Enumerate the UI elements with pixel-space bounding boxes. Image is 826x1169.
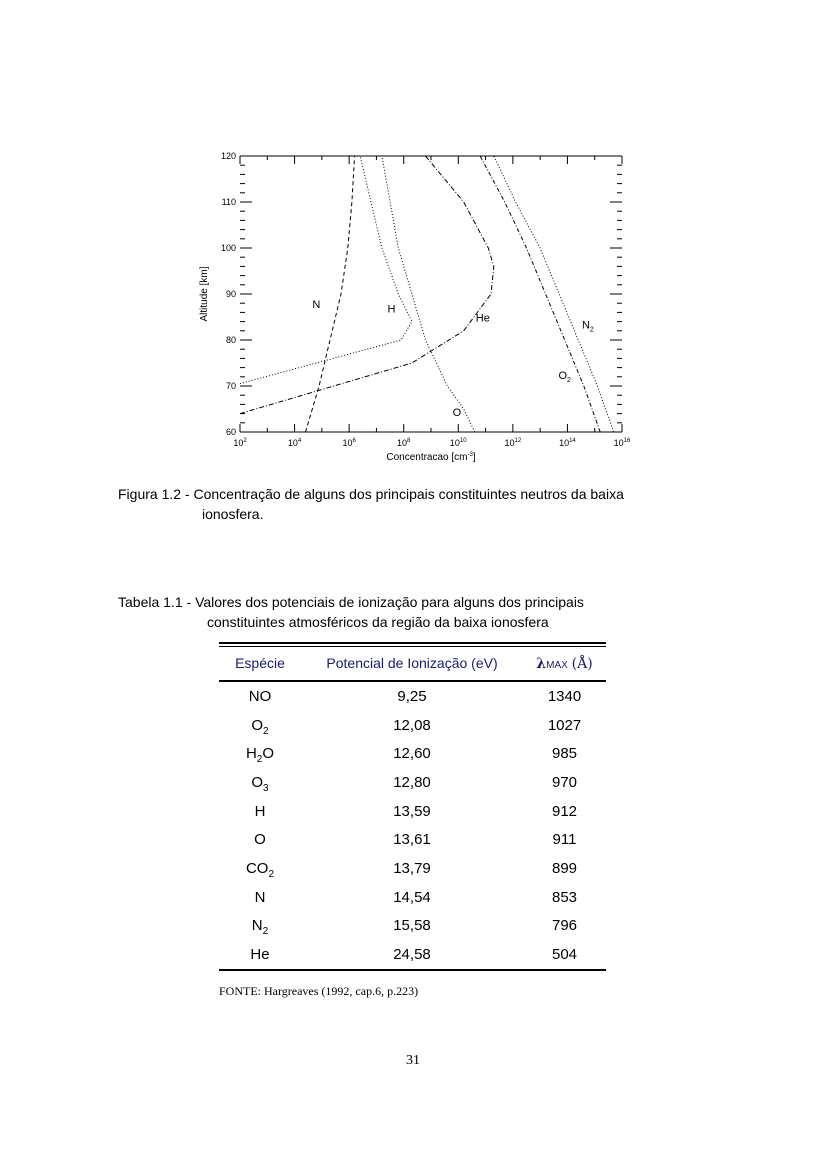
y-tick-label: 90 bbox=[225, 289, 236, 299]
table-row bbox=[219, 912, 606, 941]
species-formula: He bbox=[250, 946, 270, 964]
x-tick-label bbox=[288, 438, 302, 448]
x-tick-base: 10 bbox=[397, 438, 408, 448]
cell-species bbox=[219, 682, 301, 711]
table-caption-label: Tabela 1.1 - bbox=[118, 594, 192, 610]
species-formula-tail: O bbox=[262, 745, 275, 763]
table-row bbox=[219, 825, 606, 854]
cell-potential: 13,79 bbox=[393, 859, 431, 877]
table-caption-line1: Valores dos potenciais de ionização para alguns dos principais bbox=[195, 594, 584, 610]
series-curve-he bbox=[240, 156, 494, 414]
x-tick-label bbox=[559, 438, 576, 448]
x-tick-label bbox=[614, 438, 630, 448]
cell-lambda-max: 911 bbox=[552, 831, 577, 849]
y-tick-label: 110 bbox=[221, 197, 236, 207]
cell-potential: 12,80 bbox=[393, 773, 431, 791]
species-formula: H bbox=[245, 745, 257, 763]
lambda-subscript: MAX bbox=[546, 659, 568, 671]
series-label-h bbox=[387, 303, 395, 315]
table-row bbox=[219, 711, 606, 740]
table-row bbox=[219, 739, 606, 768]
x-tick-base: 10 bbox=[559, 438, 570, 448]
x-tick-exponent: 4 bbox=[297, 438, 302, 444]
cell-lambda-max: 853 bbox=[551, 888, 578, 906]
species-formula: O bbox=[251, 773, 264, 791]
cell-potential: 13,61 bbox=[393, 831, 431, 849]
x-axis-title-text: Concentracao [cm bbox=[386, 452, 468, 463]
ionization-table bbox=[219, 642, 606, 971]
header-species: Espécie bbox=[235, 655, 285, 671]
series-label-text: O bbox=[452, 406, 462, 419]
figure-caption-line2: ionosfera. bbox=[202, 506, 264, 522]
table-row bbox=[219, 854, 606, 883]
species-subscript: 2 bbox=[262, 926, 269, 938]
header-lambda-max bbox=[523, 647, 606, 679]
chart-labels bbox=[199, 151, 630, 463]
series-label-o bbox=[453, 407, 462, 419]
y-tick-label: 80 bbox=[225, 335, 236, 345]
species-formula: CO bbox=[245, 859, 269, 877]
x-tick-exponent: 16 bbox=[623, 438, 630, 444]
x-tick-label bbox=[342, 438, 356, 448]
series-label-text: N bbox=[581, 319, 590, 332]
series-curve-o bbox=[382, 156, 475, 432]
series-curve-n bbox=[306, 156, 355, 432]
y-tick-label: 100 bbox=[220, 243, 236, 253]
table-top-rule bbox=[219, 642, 606, 644]
table-row bbox=[219, 768, 606, 797]
species-formula: N bbox=[251, 917, 263, 935]
figure-caption-label: Figura 1.2 - bbox=[118, 486, 190, 502]
series-label-n bbox=[312, 299, 320, 311]
table-body bbox=[219, 679, 606, 969]
series-curve-n2 bbox=[494, 156, 614, 432]
series-label-text: O bbox=[558, 370, 568, 383]
cell-potential: 12,60 bbox=[393, 745, 431, 763]
x-tick-base: 10 bbox=[613, 438, 624, 448]
y-tick-label: 70 bbox=[225, 381, 236, 391]
cell-potential: 9,25 bbox=[397, 687, 427, 705]
y-tick-label: 120 bbox=[220, 151, 236, 161]
series-label-n2 bbox=[582, 320, 594, 334]
cell-species bbox=[219, 883, 301, 912]
cell-potential: 13,59 bbox=[393, 802, 431, 820]
cell-lambda-max: 970 bbox=[551, 773, 578, 791]
series-label-text: He bbox=[475, 312, 490, 325]
cell-lambda-max: 899 bbox=[551, 859, 578, 877]
concentration-altitude-chart bbox=[190, 146, 630, 476]
series-label-text: H bbox=[387, 303, 396, 316]
cell-species bbox=[219, 940, 301, 969]
series-label-he bbox=[476, 313, 490, 325]
series-label-o2 bbox=[558, 370, 571, 384]
x-tick-base: 10 bbox=[504, 438, 515, 448]
cell-potential: 14,54 bbox=[393, 888, 431, 906]
x-tick-base: 10 bbox=[342, 438, 353, 448]
x-axis-title-sup: -3 bbox=[467, 452, 473, 458]
y-axis-title: Altitude [km] bbox=[199, 266, 210, 322]
x-tick-exponent: 14 bbox=[569, 438, 576, 444]
series-curve-o2 bbox=[480, 156, 600, 432]
cell-species bbox=[219, 739, 301, 768]
series-label-subscript: 2 bbox=[589, 326, 594, 334]
series-label-subscript: 2 bbox=[567, 377, 571, 385]
x-tick-label bbox=[397, 438, 411, 448]
x-tick-exponent: 8 bbox=[407, 438, 411, 444]
species-formula: O bbox=[251, 716, 264, 734]
table-row bbox=[219, 797, 606, 826]
x-tick-exponent: 10 bbox=[459, 438, 467, 444]
species-subscript: 2 bbox=[256, 754, 263, 766]
series-curve-h bbox=[240, 156, 412, 384]
species-subscript: 2 bbox=[268, 868, 275, 880]
table-header-row bbox=[219, 647, 606, 679]
ionization-data-table bbox=[219, 647, 606, 969]
x-tick-exponent: 12 bbox=[514, 438, 522, 444]
figure-caption-line1: Concentração de alguns dos principais constituintes neutros da baixa bbox=[193, 486, 624, 502]
cell-species bbox=[219, 768, 301, 797]
cell-species bbox=[219, 797, 301, 826]
lambda-unit: (Å) bbox=[571, 655, 593, 672]
cell-lambda-max: 912 bbox=[551, 802, 578, 820]
cell-potential: 15,58 bbox=[393, 917, 431, 935]
cell-lambda-max: 985 bbox=[551, 745, 578, 763]
cell-species bbox=[219, 711, 301, 740]
cell-species bbox=[219, 825, 301, 854]
table-row bbox=[219, 682, 606, 711]
x-tick-label bbox=[505, 438, 522, 448]
x-tick-label bbox=[450, 438, 467, 448]
table-row bbox=[219, 883, 606, 912]
cell-lambda-max: 1027 bbox=[547, 716, 582, 734]
figure-caption bbox=[118, 484, 698, 524]
x-tick-exponent: 2 bbox=[243, 438, 247, 444]
cell-potential: 12,08 bbox=[393, 716, 431, 734]
x-tick-base: 10 bbox=[449, 438, 460, 448]
cell-lambda-max: 796 bbox=[551, 917, 578, 935]
table-caption bbox=[118, 592, 698, 632]
cell-lambda-max: 504 bbox=[551, 946, 578, 964]
x-tick-exponent: 6 bbox=[352, 438, 356, 444]
table-source-note: FONTE: Hargreaves (1992, cap.6, p.223) bbox=[219, 984, 419, 998]
cell-species bbox=[219, 854, 301, 883]
x-tick-base: 10 bbox=[233, 438, 244, 448]
page-number: 31 bbox=[406, 1053, 420, 1068]
x-tick-label bbox=[233, 438, 247, 448]
species-formula: O bbox=[254, 831, 266, 849]
species-formula: H bbox=[254, 802, 266, 820]
table-bottom-rule bbox=[219, 969, 606, 971]
chart-axes bbox=[240, 156, 622, 432]
cell-potential: 24,58 bbox=[393, 946, 431, 964]
cell-lambda-max: 1340 bbox=[547, 687, 582, 705]
x-tick-base: 10 bbox=[287, 438, 298, 448]
series-label-text: N bbox=[312, 298, 321, 311]
y-tick-label: 60 bbox=[225, 427, 236, 437]
chart-curves bbox=[240, 156, 614, 432]
table-row bbox=[219, 940, 606, 969]
species-formula: N bbox=[254, 888, 266, 906]
species-subscript: 2 bbox=[263, 725, 269, 737]
species-formula: NO bbox=[248, 687, 272, 705]
cell-species bbox=[219, 912, 301, 941]
header-potential: Potencial de Ionização (eV) bbox=[326, 655, 498, 671]
x-axis-title bbox=[386, 452, 476, 463]
x-axis-title-end: ] bbox=[472, 452, 476, 463]
species-subscript: 3 bbox=[263, 782, 269, 794]
table-caption-line2: constituintes atmosféricos da região da baixa ionosfera bbox=[207, 614, 549, 630]
lambda-symbol: λ bbox=[536, 655, 547, 672]
